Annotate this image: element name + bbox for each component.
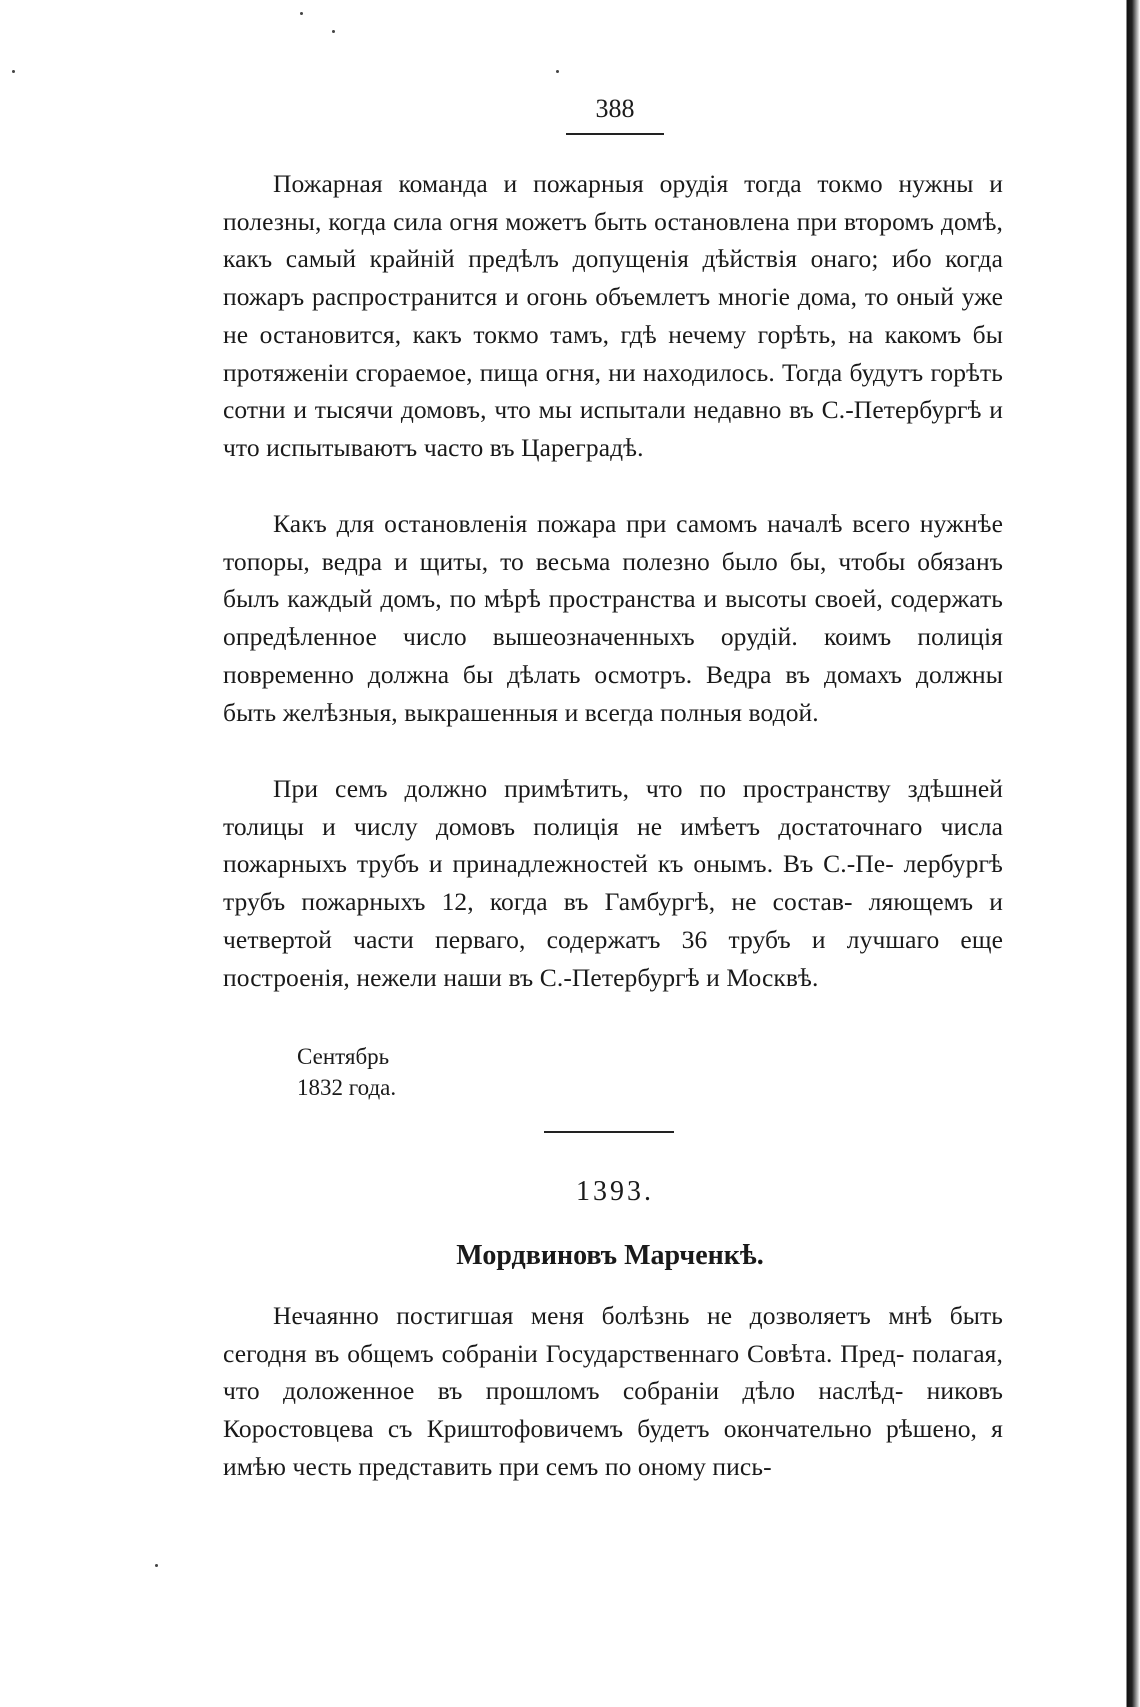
paragraph-fire-tools xyxy=(223,505,1003,731)
paragraph-fire-brigade xyxy=(223,165,1003,467)
scan-speck xyxy=(556,70,559,73)
paragraph-text: При семъ должно примѣтить, что по пространству здѣшней толицы и числу домовъ полиція не имѣетъ достаточнаго числа пожарныхъ трубъ и принадлежностей къ онымъ. Въ С.-Пе- лербургѣ трубъ пожарныхъ 12, когда въ Гамбургѣ, не состав- ляющемъ и четвертой части перваго, содержатъ 36 трубъ и лучшаго еще построенія, нежели наши въ С.-Петербургѣ и Москвѣ. xyxy=(223,774,1003,992)
document-heading: Мордвиновъ Марченкѣ. xyxy=(456,1240,764,1271)
paragraph-text: Какъ для остановленія пожара при самомъ началѣ всего нужнѣе топоры, ведра и щиты, то весьма полезно было бы, чтобы обязанъ былъ каждый домъ, по мѣрѣ пространства и высоты своей, содержать опредѣленное число вышеозначенныхъ орудій. коимъ полиція повременно должна бы дѣлать осмотръ. Ведра въ домахъ должны быть желѣзныя, выкрашенныя и всегда полныя водой. xyxy=(223,509,1003,727)
paragraph-letter-body xyxy=(223,1297,1003,1486)
scan-speck xyxy=(12,70,15,73)
scan-speck xyxy=(332,30,335,33)
page-number: 388 xyxy=(595,94,635,123)
paragraph-text: Пожарная команда и пожарныя орудія тогда токмо нужны и полезны, когда сила огня можетъ быть остановлена при второмъ домѣ, какъ самый крайній предѣлъ допущенія дѣйствія онаго; ибо когда пожаръ распространится и огонь объемлетъ многіе дома, то оный уже не остановится, какъ токмо тамъ, гдѣ нечему горѣть, на какомъ бы протяженіи сгораемое, пища огня, ни находилось. Тогда будутъ горѣть сотни и тысячи домовъ, что мы испытали недавно въ С.-Петербургѣ и что испытываютъ часто въ Цареградѣ. xyxy=(223,169,1003,462)
signature-month: Сентябрь xyxy=(297,1044,390,1069)
date-signature xyxy=(297,1041,396,1103)
section-divider xyxy=(544,1131,674,1133)
scan-speck xyxy=(300,12,303,15)
scan-page-edge xyxy=(1118,0,1140,1707)
scan-speck xyxy=(155,1564,158,1567)
paragraph-text: Нечаянно постигшая меня болѣзнь не дозволяетъ мнѣ быть сегодня въ общемъ собраніи Государственнаго Совѣта. Пред- полагая, что доложенное въ прошломъ собраніи дѣло наслѣд- никовъ Коростовцева съ Криштофовичемъ будетъ окончательно рѣшено, я имѣю честь представить при семъ по оному пись- xyxy=(223,1301,1003,1481)
page-number-underline xyxy=(566,133,664,135)
document-number: 1393. xyxy=(576,1176,654,1207)
signature-year: 1832 года. xyxy=(297,1075,397,1100)
paragraph-fire-pumps xyxy=(223,770,1003,996)
